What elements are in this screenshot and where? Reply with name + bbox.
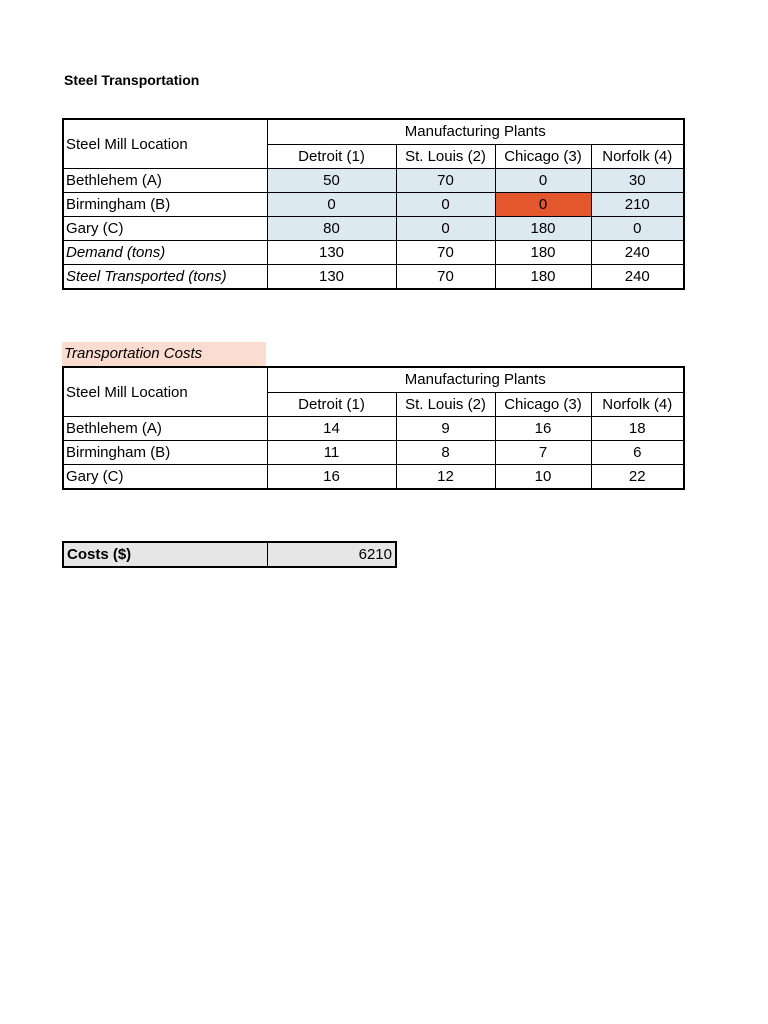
total-costs-label: Costs ($) xyxy=(63,542,267,567)
cost-cell[interactable]: 18 xyxy=(591,417,684,441)
demand-cell: 240 xyxy=(591,241,684,265)
column-header: Detroit (1) xyxy=(267,392,396,417)
cost-cell[interactable]: 16 xyxy=(267,465,396,490)
cost-cell[interactable]: 9 xyxy=(396,417,495,441)
row-label: Birmingham (B) xyxy=(63,193,267,217)
selected-shipment-cell[interactable]: 0 xyxy=(495,193,591,217)
row-label: Bethlehem (A) xyxy=(63,417,267,441)
column-header: Norfolk (4) xyxy=(591,392,684,417)
cost-cell[interactable]: 12 xyxy=(396,465,495,490)
shipment-cell[interactable]: 0 xyxy=(591,217,684,241)
row-header: Steel Mill Location xyxy=(63,367,267,417)
total-costs-table xyxy=(62,541,397,568)
page-title: Steel Transportation xyxy=(64,72,200,88)
cost-cell[interactable]: 10 xyxy=(495,465,591,490)
demand-cell: 70 xyxy=(396,241,495,265)
costs-table xyxy=(62,366,685,490)
column-header: St. Louis (2) xyxy=(396,144,495,169)
row-label: Bethlehem (A) xyxy=(63,169,267,193)
cost-cell[interactable]: 11 xyxy=(267,441,396,465)
cost-cell[interactable]: 22 xyxy=(591,465,684,490)
shipment-cell[interactable]: 50 xyxy=(267,169,396,193)
transported-cell: 180 xyxy=(495,265,591,290)
cost-cell[interactable]: 16 xyxy=(495,417,591,441)
column-header: Chicago (3) xyxy=(495,144,591,169)
shipment-cell[interactable]: 180 xyxy=(495,217,591,241)
column-header: Norfolk (4) xyxy=(591,144,684,169)
shipment-cell[interactable]: 0 xyxy=(267,193,396,217)
column-header: Detroit (1) xyxy=(267,144,396,169)
group-header: Manufacturing Plants xyxy=(267,367,684,392)
transported-cell: 70 xyxy=(396,265,495,290)
column-header: St. Louis (2) xyxy=(396,392,495,417)
cost-cell[interactable]: 7 xyxy=(495,441,591,465)
demand-label: Demand (tons) xyxy=(63,241,267,265)
shipment-cell[interactable]: 210 xyxy=(591,193,684,217)
shipments-table xyxy=(62,118,685,290)
demand-cell: 130 xyxy=(267,241,396,265)
cost-cell[interactable]: 6 xyxy=(591,441,684,465)
total-costs-value[interactable]: 6210 xyxy=(267,542,396,567)
group-header: Manufacturing Plants xyxy=(267,119,684,144)
shipment-cell[interactable]: 80 xyxy=(267,217,396,241)
transported-cell: 240 xyxy=(591,265,684,290)
transported-label: Steel Transported (tons) xyxy=(63,265,267,290)
row-label: Gary (C) xyxy=(63,217,267,241)
cost-cell[interactable]: 8 xyxy=(396,441,495,465)
row-label: Birmingham (B) xyxy=(63,441,267,465)
column-header: Chicago (3) xyxy=(495,392,591,417)
shipment-cell[interactable]: 30 xyxy=(591,169,684,193)
transportation-costs-label: Transportation Costs xyxy=(62,342,266,366)
shipment-cell[interactable]: 0 xyxy=(495,169,591,193)
shipment-cell[interactable]: 0 xyxy=(396,217,495,241)
shipment-cell[interactable]: 70 xyxy=(396,169,495,193)
transported-cell: 130 xyxy=(267,265,396,290)
row-header: Steel Mill Location xyxy=(63,119,267,169)
cost-cell[interactable]: 14 xyxy=(267,417,396,441)
demand-cell: 180 xyxy=(495,241,591,265)
shipment-cell[interactable]: 0 xyxy=(396,193,495,217)
row-label: Gary (C) xyxy=(63,465,267,490)
